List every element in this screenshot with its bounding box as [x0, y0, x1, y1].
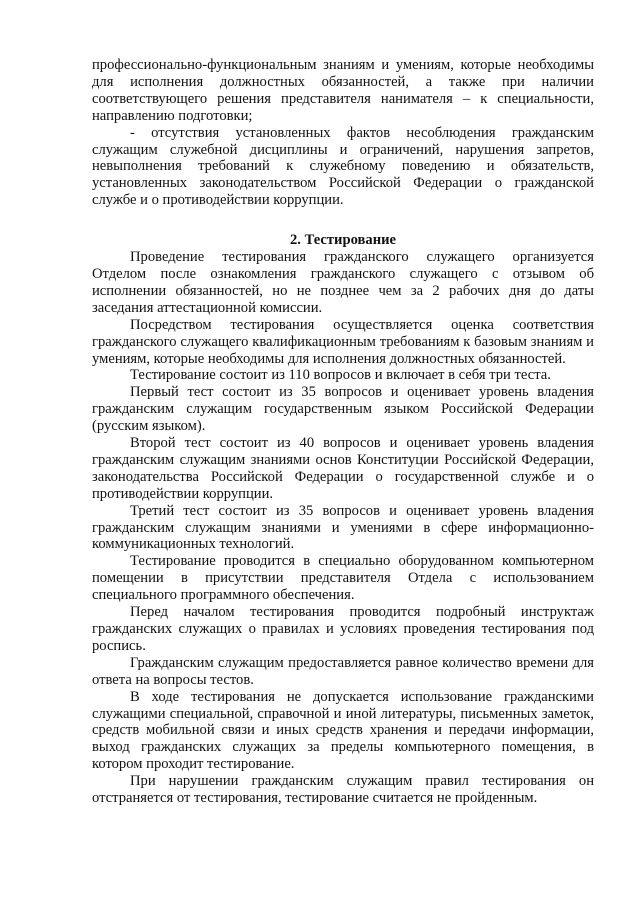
- paragraph: Первый тест состоит из 35 вопросов и оценивает уровень владения гражданским служащим государственным языком Российской Федерации (русским языком).: [92, 384, 594, 435]
- paragraph: Перед началом тестирования проводится подробный инструктаж гражданских служащих о правилах и условиях проведения тестирования под роспись.: [92, 604, 594, 654]
- document-page: [92, 57, 594, 807]
- paragraph: Тестирование состоит из 110 вопросов и включает в себя три теста.: [130, 367, 551, 384]
- paragraph: Тестирование проводится в специально оборудованном компьютерном помещении в присутствии представителя Отдела с использованием специального программного обеспечения.: [92, 553, 594, 604]
- paragraph: Посредством тестирования осуществляется оценка соответствия гражданского служащего квалификационным требованиям к базовым знаниям и умениям, которые необходимы для исполнения должностных обязанностей.: [92, 316, 594, 367]
- paragraph-continuation: профессионально-функциональным знаниям и умениям, которые необходимы для исполнения должностных обязанностей, а также при наличии соответствующего решения представителя нанимателя – к специальности, направлению подготовки;: [92, 57, 594, 124]
- paragraph: Проведение тестирования гражданского служащего организуется Отделом после ознакомления гражданского служащего с отзывом об исполнении обязанностей, но не позднее чем за 2 рабочих дня до даты заседания аттестационной комиссии.: [92, 249, 594, 316]
- paragraph: В ходе тестирования не допускается использование гражданскими служащими специальной, справочной и иной литературы, письменных заметок, средств мобильной связи и иных средств хранения и передачи информации, выход гражданских служащих за пределы компьютерного помещения, в котором проходит тестирование.: [92, 688, 594, 773]
- paragraph: Третий тест состоит из 35 вопросов и оценивает уровень владения гражданским служащим знаниями и умениями в сфере информационно-коммуникационных технологий.: [92, 502, 594, 553]
- paragraph: При нарушении гражданским служащим правил тестирования он отстраняется от тестирования, тестирование считается не пройденным.: [92, 773, 594, 807]
- paragraph-list-item: - отсутствия установленных фактов несоблюдения гражданским служащим служебной дисциплины и ограничений, нарушения запретов, невыполнения требований к служебному поведению и обязательств, установленных законодательством Российской Федерации о гражданской службе и о противодействии коррупции.: [92, 124, 594, 209]
- paragraph: Гражданским служащим предоставляется равное количество времени для ответа на вопросы тестов.: [92, 654, 594, 688]
- section-heading: 2. Тестирование: [289, 232, 396, 249]
- paragraph: Второй тест состоит из 40 вопросов и оценивает уровень владения гражданским служащим знаниями основ Конституции Российской Федерации, законодательства Российской Федерации о государственной службе и о противодействии коррупции.: [92, 435, 594, 502]
